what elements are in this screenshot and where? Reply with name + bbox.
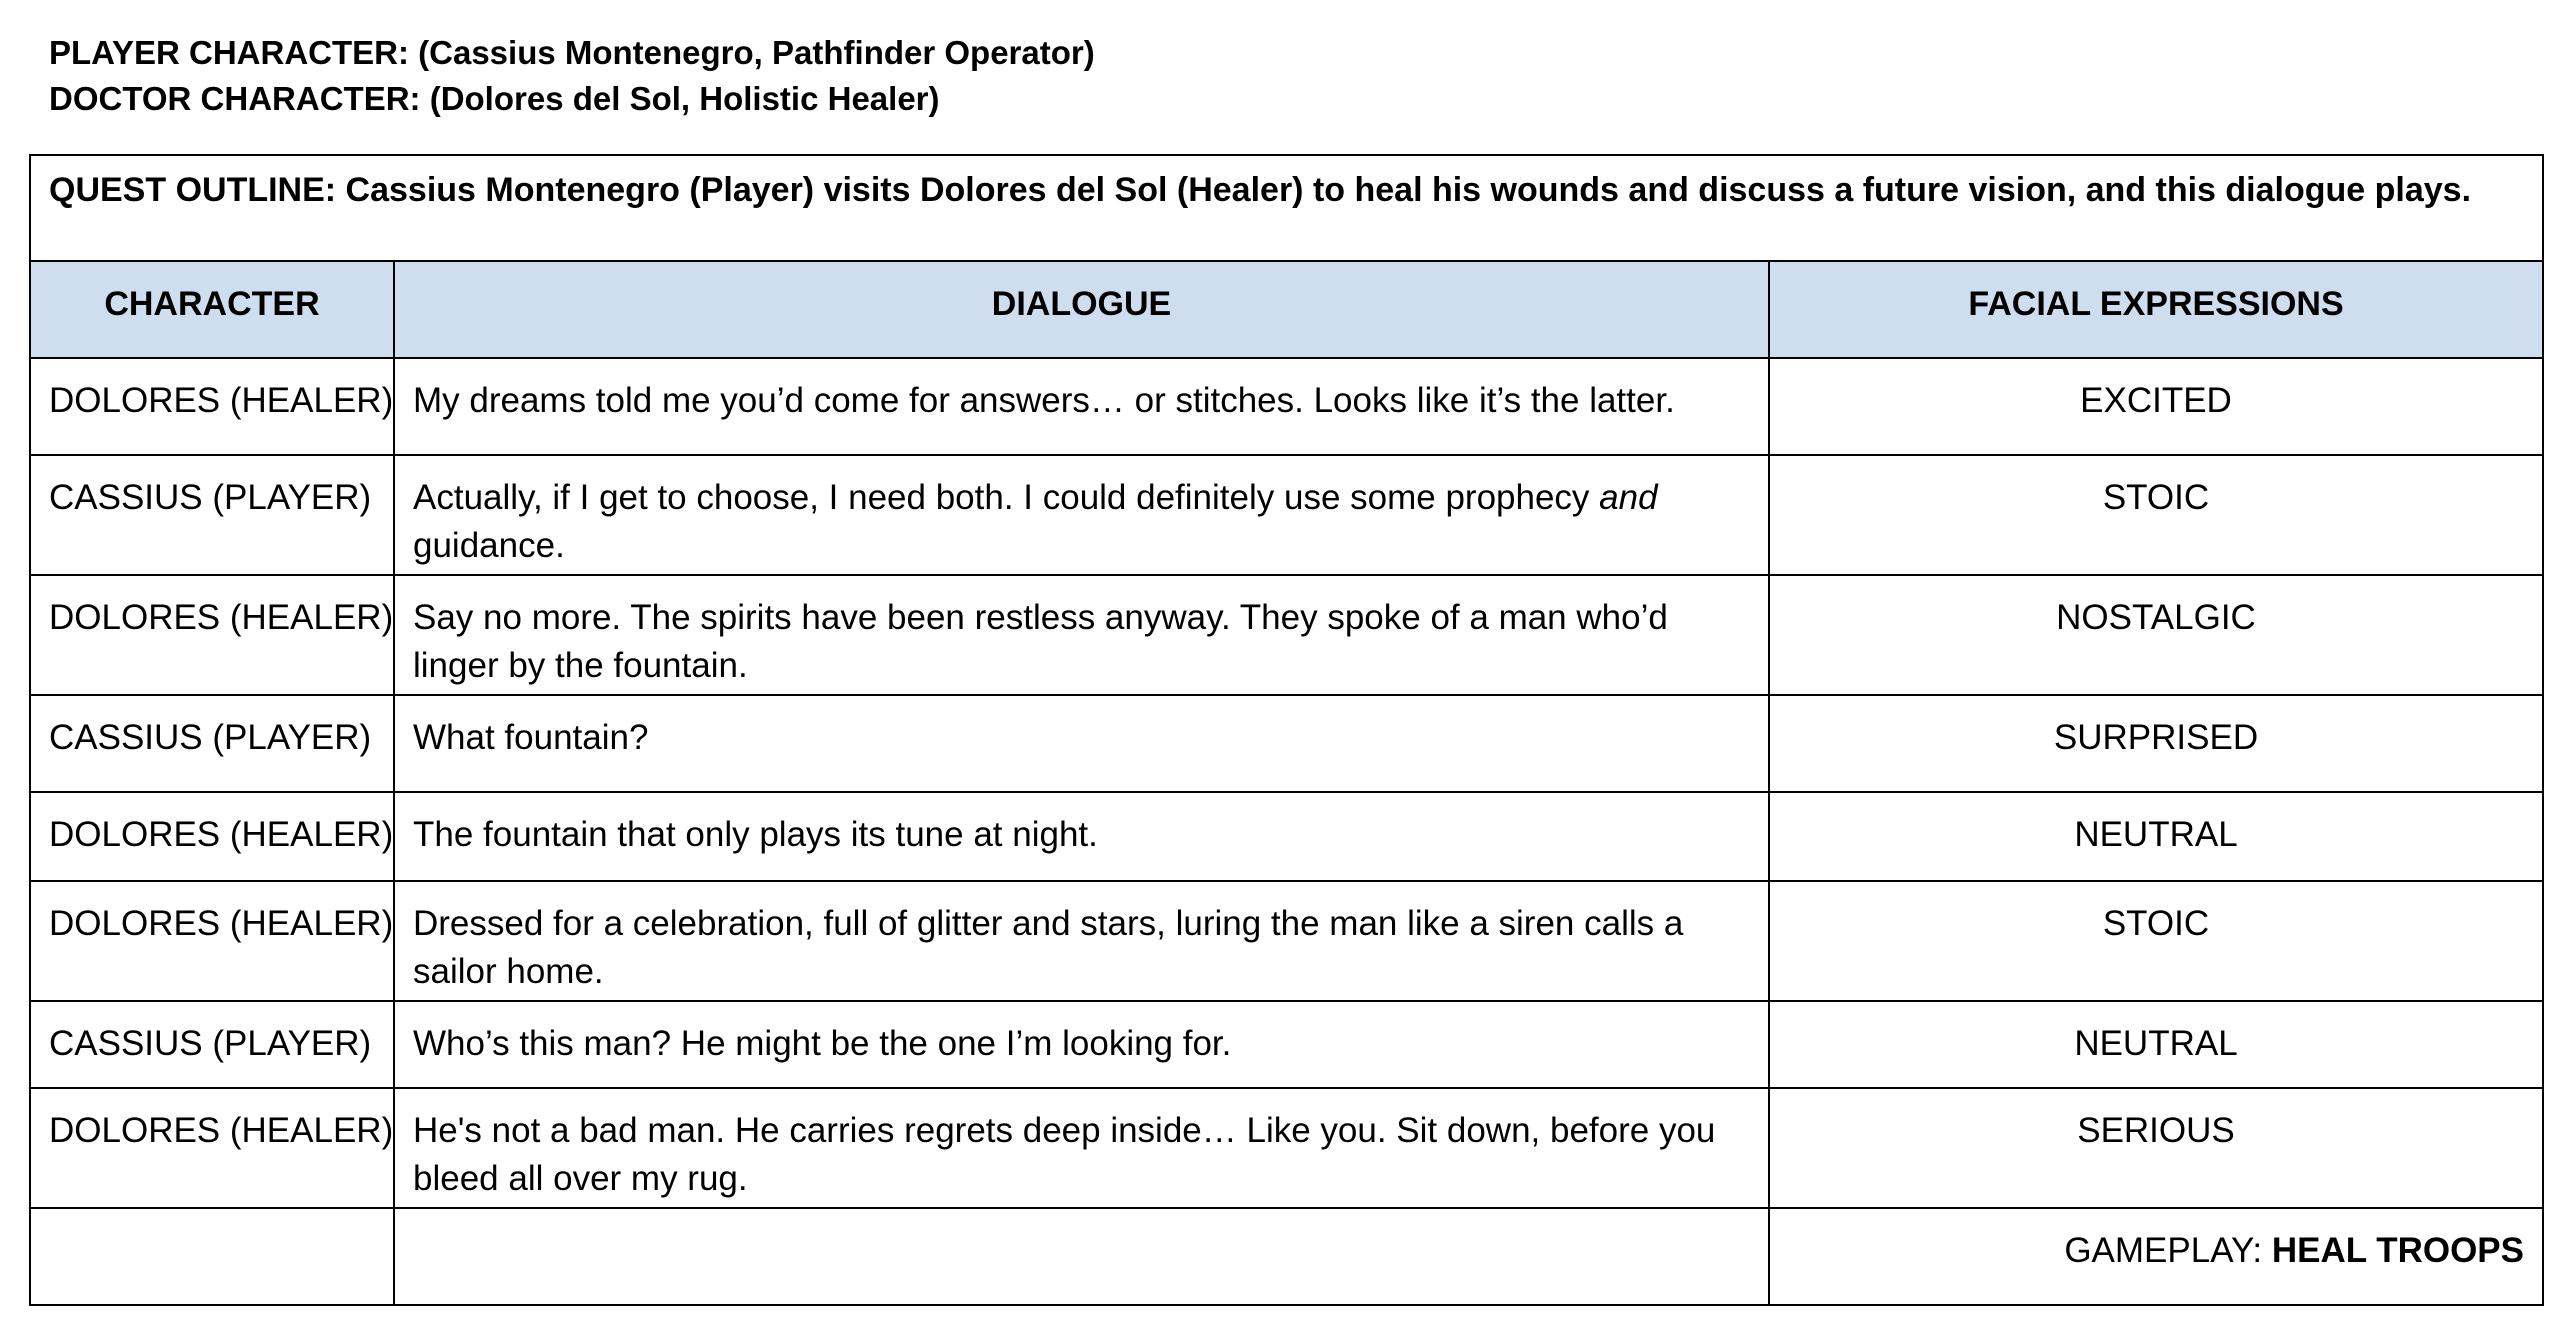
column-header-dialogue: DIALOGUE bbox=[394, 261, 1769, 358]
character-cell: DOLORES (HEALER) bbox=[30, 358, 394, 455]
expression-cell: SERIOUS bbox=[1769, 1088, 2543, 1208]
table-header-row bbox=[30, 261, 2543, 358]
gameplay-cell bbox=[1769, 1208, 2543, 1305]
character-cell: DOLORES (HEALER) bbox=[30, 881, 394, 1001]
dialogue-cell: He's not a bad man. He carries regrets deep inside… Like you. Sit down, before you bleed all over my rug. bbox=[394, 1088, 1769, 1208]
player-character-line: PLAYER CHARACTER: (Cassius Montenegro, Pathfinder Operator) bbox=[49, 34, 1095, 71]
character-cell: CASSIUS (PLAYER) bbox=[30, 455, 394, 575]
expression-cell: NEUTRAL bbox=[1769, 1001, 2543, 1088]
dialogue-cell: The fountain that only plays its tune at night. bbox=[394, 792, 1769, 881]
dialogue-cell: Who’s this man? He might be the one I’m looking for. bbox=[394, 1001, 1769, 1088]
character-cell: CASSIUS (PLAYER) bbox=[30, 695, 394, 792]
table-row bbox=[30, 575, 2543, 695]
expression-cell: NOSTALGIC bbox=[1769, 575, 2543, 695]
empty-cell bbox=[30, 1208, 394, 1305]
table-row bbox=[30, 455, 2543, 575]
column-header-character: CHARACTER bbox=[30, 261, 394, 358]
table-row bbox=[30, 792, 2543, 881]
character-cell: DOLORES (HEALER) bbox=[30, 792, 394, 881]
table-row bbox=[30, 358, 2543, 455]
gameplay-row bbox=[30, 1208, 2543, 1305]
dialogue-text: Actually, if I get to choose, I need both. I could definitely use some prophecy bbox=[413, 478, 1600, 517]
expression-cell: EXCITED bbox=[1769, 358, 2543, 455]
document-header bbox=[49, 30, 1095, 122]
dialogue-table bbox=[29, 154, 2544, 1306]
doctor-character-line: DOCTOR CHARACTER: (Dolores del Sol, Holistic Healer) bbox=[49, 80, 940, 117]
expression-cell: NEUTRAL bbox=[1769, 792, 2543, 881]
table-row bbox=[30, 695, 2543, 792]
expression-cell: STOIC bbox=[1769, 881, 2543, 1001]
empty-cell bbox=[394, 1208, 1769, 1305]
dialogue-cell: Dressed for a celebration, full of glitter and stars, luring the man like a siren calls a sailor home. bbox=[394, 881, 1769, 1001]
gameplay-value: HEAL TROOPS bbox=[2271, 1231, 2524, 1270]
dialogue-emphasis: and bbox=[1599, 478, 1658, 517]
dialogue-cell: What fountain? bbox=[394, 695, 1769, 792]
dialogue-cell bbox=[394, 455, 1769, 575]
column-header-expressions: FACIAL EXPRESSIONS bbox=[1769, 261, 2543, 358]
expression-cell: SURPRISED bbox=[1769, 695, 2543, 792]
expression-cell: STOIC bbox=[1769, 455, 2543, 575]
table-row bbox=[30, 1001, 2543, 1088]
dialogue-cell: My dreams told me you’d come for answers… or stitches. Looks like it’s the latter. bbox=[394, 358, 1769, 455]
table-row bbox=[30, 881, 2543, 1001]
dialogue-cell: Say no more. The spirits have been restless anyway. They spoke of a man who’d linger by the fountain. bbox=[394, 575, 1769, 695]
dialogue-text: guidance. bbox=[413, 526, 565, 565]
character-cell: CASSIUS (PLAYER) bbox=[30, 1001, 394, 1088]
character-cell: DOLORES (HEALER) bbox=[30, 575, 394, 695]
quest-outline-row bbox=[30, 155, 2543, 261]
gameplay-label: GAMEPLAY: bbox=[2064, 1231, 2272, 1270]
quest-outline: QUEST OUTLINE: Cassius Montenegro (Player) visits Dolores del Sol (Healer) to heal his wounds and discuss a future vision, and this dialogue plays. bbox=[30, 155, 2543, 261]
table-row bbox=[30, 1088, 2543, 1208]
character-cell: DOLORES (HEALER) bbox=[30, 1088, 394, 1208]
